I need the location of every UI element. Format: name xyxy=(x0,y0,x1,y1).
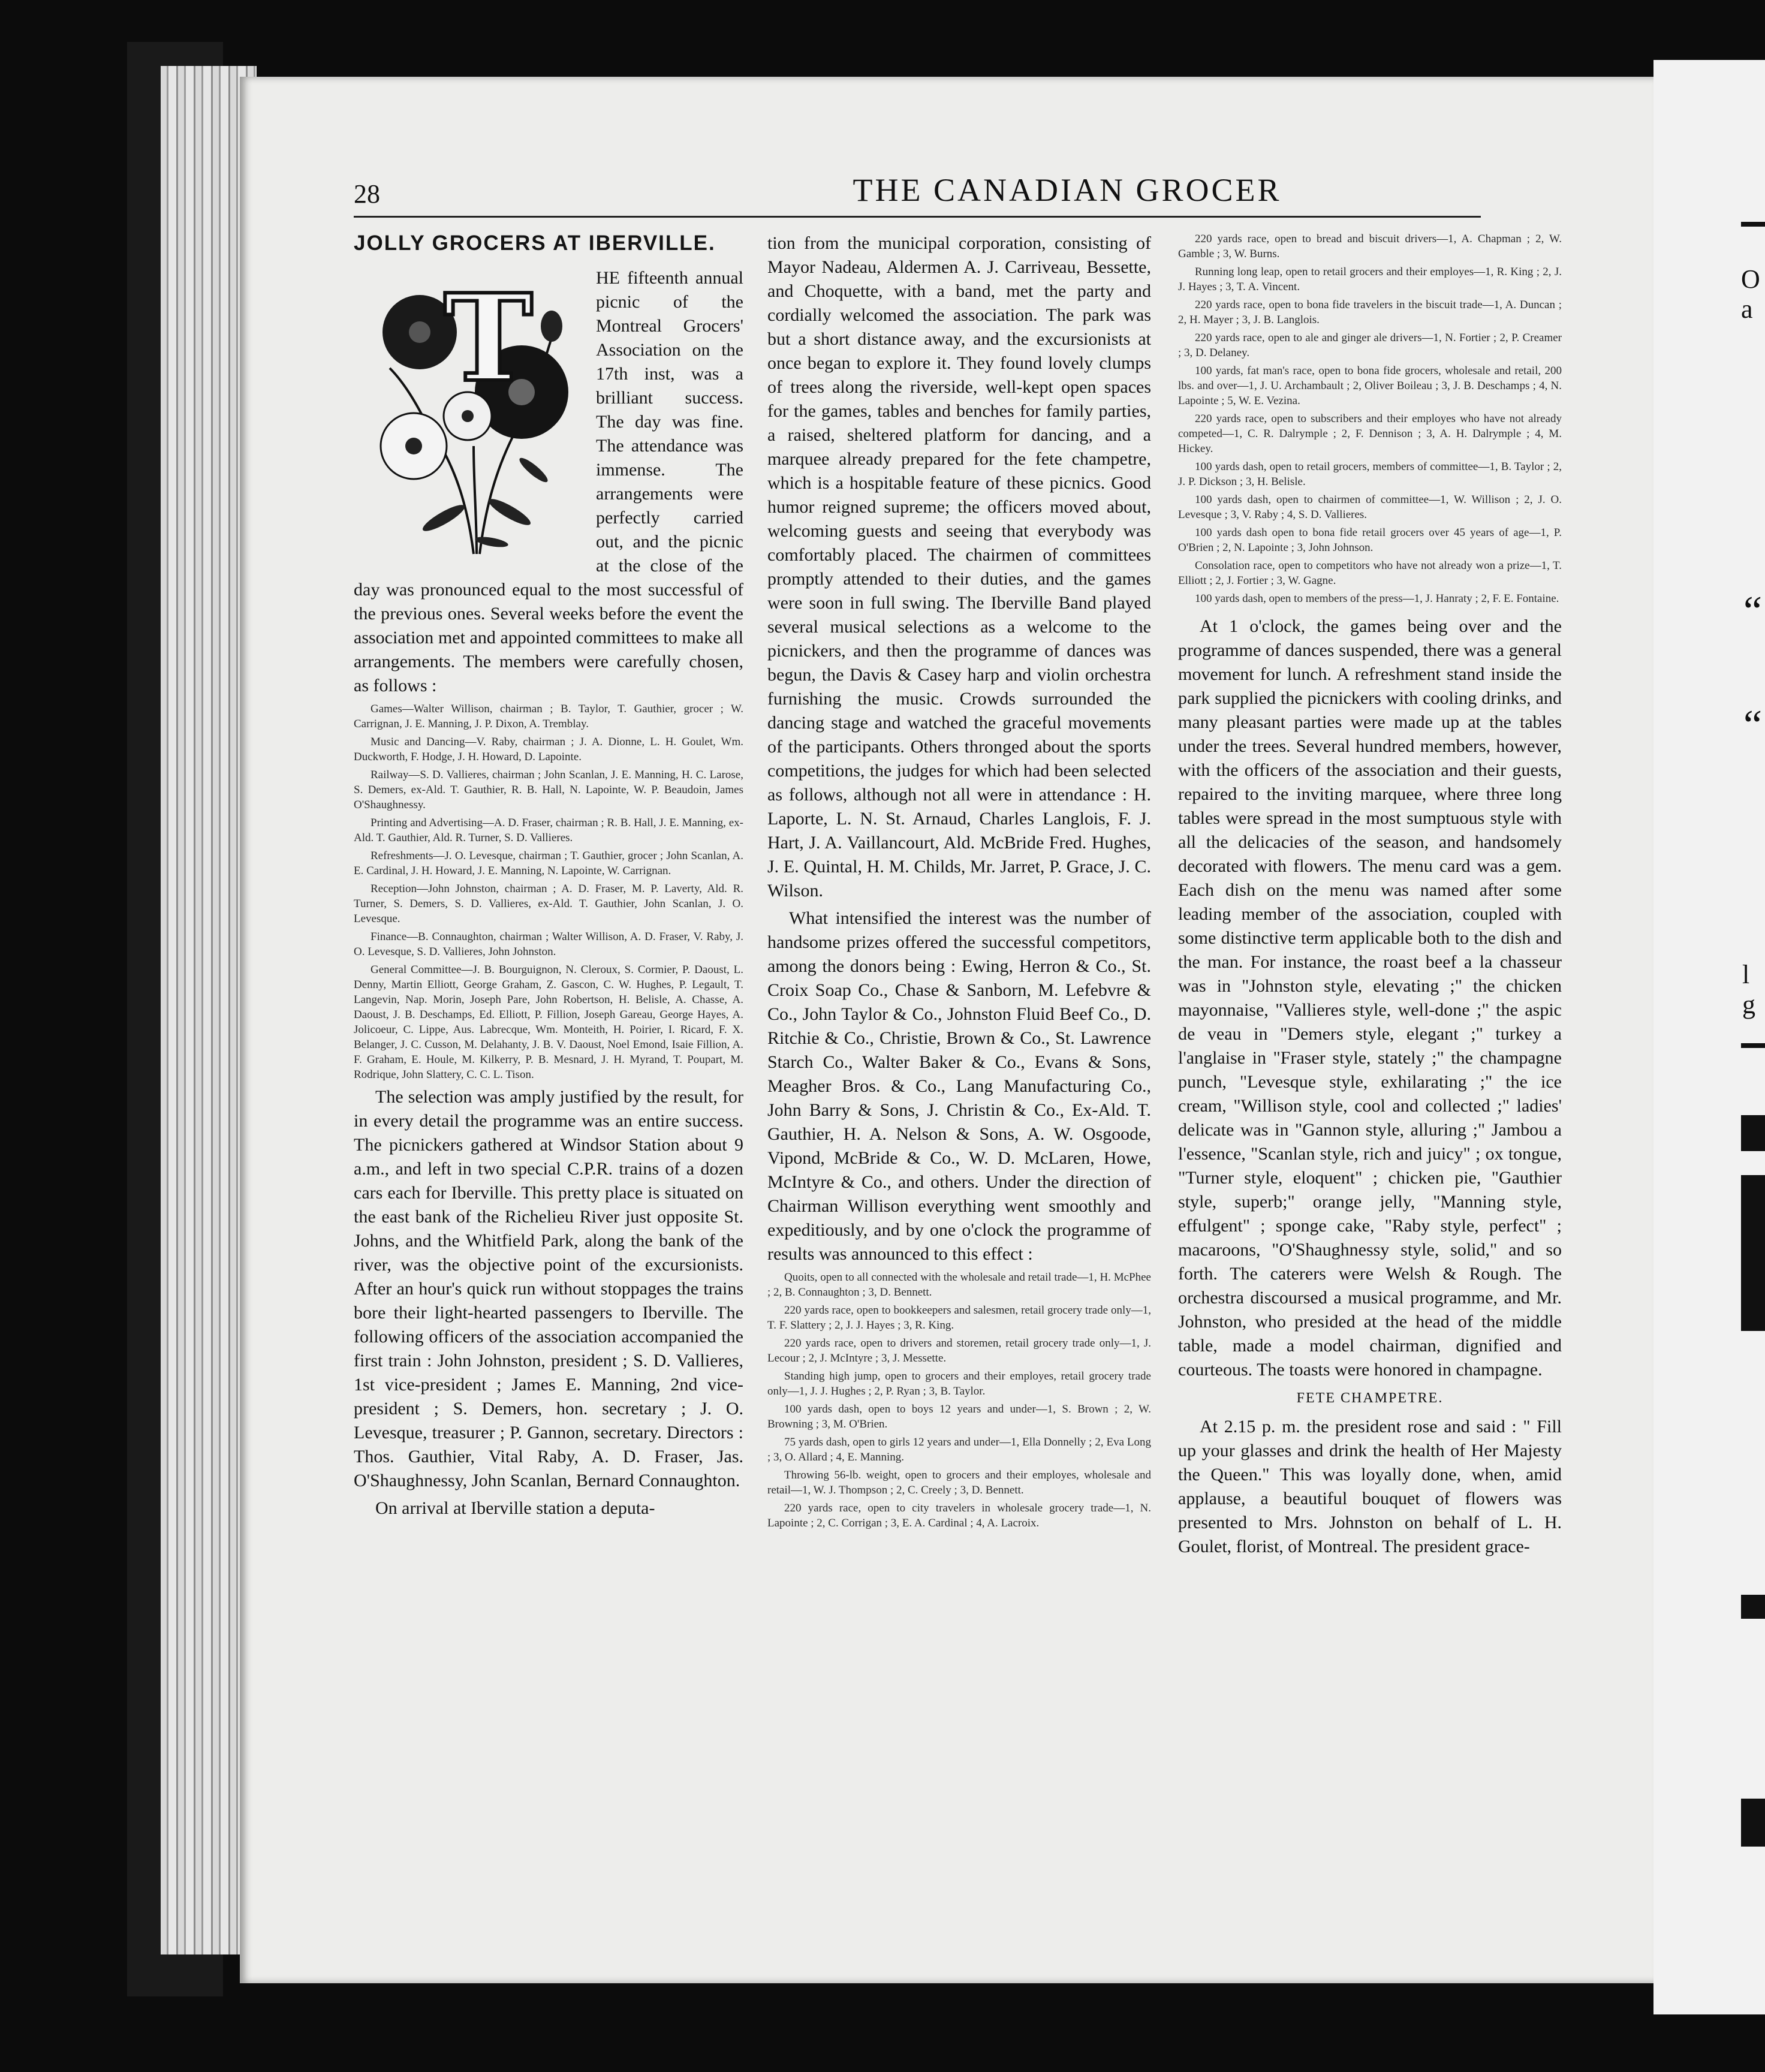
result-item: 75 yards dash, open to girls 12 years and under—1, Ella Donnelly ; 2, Eva Long ; 3, O. Allard ; 4, E. Manning. xyxy=(767,1436,1151,1463)
result-item: 220 yards race, open to city travelers in wholesale grocery trade—1, N. Lapointe ; 2, C. Corrigan ; 3, E. A. Cardinal ; 4, A. Lacroix. xyxy=(767,1502,1151,1529)
committee-games: Games—Walter Willison, chairman ; B. Taylor, T. Gauthier, grocer ; W. Carrignan, J. E. Manning, J. P. Dixon, A. Tremblay. xyxy=(354,703,743,730)
selection-paragraph: The selection was amply justified by the result, for in every detail the programme was an entire success. The picnickers gathered at Windsor Station about 9 a.m., and left in two special C.P.R. trains of a dozen cars each for Iberville. This pretty place is situated on the east bank of the Richelieu River just opposite St. Johns, and the Whitfield Park, along the bank of the river, was the objective point of the excursionists. After an hour's quick run without stoppages the trains bore their light-hearted passengers to Iberville. The following officers of the association accompanied the first train : John Johnston, president ; S. D. Vallieres, 1st vice-president ; James E. Manning, 2nd vice-president ; S. Demers, hon. secretary ; J. O. Levesque, treasurer ; P. Gannon, secretary. Directors : Thos. Gauthier, Vital Raby, A. D. Fraser, Jas. O'Shaughnessy, John Scanlan, Bernard Connaughton. xyxy=(354,1087,743,1490)
result-item: Running long leap, open to retail grocers and their employes—1, R. King ; 2, J. J. Hayes ; 3, T. A. Vincent. xyxy=(1178,266,1562,293)
floral-drop-cap-illustration xyxy=(354,266,588,566)
result-item: Standing high jump, open to grocers and their employes, retail grocery trade only—1, J. J. Hughes ; 2, P. Ryan ; 3, B. Taylor. xyxy=(767,1370,1151,1398)
arrival-paragraph-start: On arrival at Iberville station a deputa- xyxy=(375,1498,655,1518)
result-item: 100 yards dash, open to retail grocers, members of committee—1, B. Taylor ; 2, J. P. Dickson ; 3, H. Belisle. xyxy=(1178,460,1562,488)
result-item: 220 yards race, open to ale and ginger ale drivers—1, N. Fortier ; 2, P. Creamer ; 3, D. Delaney. xyxy=(1178,332,1562,359)
header-rule xyxy=(354,216,1481,218)
committee-railway: Railway—S. D. Vallieres, chairman ; John Scanlan, J. E. Manning, H. C. Larose, S. Demers, ex-Ald. T. Gauthier, R. B. Hall, N. Lapointe, W. P. Beaudoin, James O'Shaughnessy. xyxy=(354,769,743,811)
adjacent-text-fragment: “ xyxy=(1743,588,1763,634)
result-item: 100 yards dash open to bona fide retail grocers over 45 years of age—1, P. O'Brien ; 2, N. Lapointe ; 3, John Johnson. xyxy=(1178,526,1562,554)
fete-paragraph: At 2.15 p. m. the president rose and said : " Fill up your glasses and drink the health of Her Majesty the Queen." This was loyally done, when, amid applause, a beautiful bouquet of flowers was presented to Mrs. Johnston on behalf of L. H. Goulet, florist, of Montreal. The president grace- xyxy=(1178,1417,1562,1556)
committee-music: Music and Dancing—V. Raby, chairman ; J. A. Dionne, L. H. Goulet, Wm. Duckworth, F. Hodge, J. H. Howard, D. Lapointe. xyxy=(354,736,743,763)
result-item: 220 yards race, open to subscribers and their employes who have not already competed—1, C. R. Dalrymple ; 2, F. Dennison ; 3, A. H. Dalrymple ; 4, M. Hickey. xyxy=(1178,412,1562,455)
result-item: Consolation race, open to competitors who have not already won a prize—1, T. Elliott ; 2, J. Fortier ; 3, W. Gagne. xyxy=(1178,559,1562,587)
committee-refreshments: Refreshments—J. O. Levesque, chairman ; T. Gauthier, grocer ; John Scanlan, A. E. Cardinal, J. H. Howard, J. E. Manning, N. Lapointe, W. Carrignan. xyxy=(354,850,743,877)
committee-printing: Printing and Advertising—A. D. Fraser, chairman ; R. B. Hall, J. E. Manning, ex-Ald. T. Gauthier, Ald. R. Turner, S. D. Vallieres. xyxy=(354,817,743,844)
page-number: 28 xyxy=(354,179,380,209)
result-item: 220 yards race, open to bread and biscuit drivers—1, A. Chapman ; 2, W. Gamble ; 3, W. Burns. xyxy=(1178,233,1562,260)
result-item: 220 yards race, open to drivers and storemen, retail grocery trade only—1, J. Lecour ; 2, J. McIntyre ; 3, J. Messette. xyxy=(767,1337,1151,1365)
intro-paragraph: HE fifteenth annual picnic of the Montreal Grocers' Association on the 17th inst, was a brilliant success. The day was fine. The attendance was immense. The arrangements were perfectly carried out, and the picnic at the close of the day was pronounced equal to the most successful of the previous ones. Several weeks before the event the association met and appointed committees to make all arrangements. The members were carefully chosen, as follows : xyxy=(354,268,743,695)
lunch-paragraph: At 1 o'clock, the games being over and the programme of dances suspended, there was a general movement for lunch. A refreshment stand inside the park supplied the picnickers with cooling drinks, and many pleasant parties were made up at the tables under the trees. Several hundred members, however, with the officers of the association and their guests, repaired to the inviting marquee, where three long tables were spread in the most sumptuous style with all the delicacies of the season, and handsomely decorated with flowers. The menu card was a gem. Each dish on the menu was named after some leading member of the association, coupled with some distinctive term applicable both to the dish and the man. For instance, the roast beef a la chasseur was in "Johnston style, elevating ;" the chicken mayonnaise, "Vallieres style, well-done ;" the aspic de veau in "Demers style, elegant ;" turkey a l'anglaise in "Fraser style, stately ;" the champagne punch, "Levesque style, exhilarating ;" the ice cream, "Willison style, cool and collected ;" ladies' delicate was in "Gannon style, alluring ;" Jambou a l'essence, "Scanlan style, rich and juicy" ; ox tongue, "Turner style, eloquent" ; chicken pie, "Gauthier style, superb;" orange jelly, "Manning style, effulgent" ; sponge cake, "Raby style, perfect" ; macaroons, "O'Shaughnessy style, solid," and so forth. The caterers were Welsh & Rough. The orchestra discoursed a musical programme, and Mr. Johnston, who presided at the head of the middle table, made a model chairman, dignified and courteous. The toasts were honored in champagne. xyxy=(1178,616,1562,1380)
adjacent-text-fragment: a xyxy=(1741,294,1753,324)
committee-general: General Committee—J. B. Bourguignon, N. Cleroux, S. Cormier, P. Daoust, L. Denny, Martin Elliott, George Graham, Z. Gascon, C. W. Hughes, P. Legault, T. Langevin, Nap. Morin, Joseph Pare, John Robertson, H. Belisle, A. Chasse, A. Daoust, J. B. Deschamps, Ed. Elliott, P. Fillion, Joseph Gareau, George Hayes, A. Jolicoeur, C. Lippe, Aus. Labrecque, Wm. Monteith, H. Poirier, I. Ricard, F. X. Belanger, J. C. Cusson, M. Delahanty, J. B. V. Daoust, Noel Emond, Isaie Fillion, A. F. Graham, E. Houle, M. Kilkerry, P. B. Mesnard, J. H. Myrand, T. Poupart, M. Rodrique, John Slattery, C. C. L. Tison. xyxy=(354,963,743,1081)
column-1 xyxy=(354,231,743,1524)
adjacent-text-fragment: l xyxy=(1742,960,1750,989)
column-2 xyxy=(767,231,1151,1534)
result-item: 100 yards dash, open to members of the press—1, J. Hanraty ; 2, F. E. Fontaine. xyxy=(1195,592,1559,605)
masthead: THE CANADIAN GROCER xyxy=(853,172,1282,208)
result-item: Quoits, open to all connected with the wholesale and retail trade—1, H. McPhee ; 2, B. Connaughton ; 3, D. Bennett. xyxy=(767,1271,1151,1299)
article-headline: JOLLY GROCERS AT IBERVILLE. xyxy=(354,231,716,255)
page xyxy=(240,77,1655,1983)
arrival-paragraph-continued: tion from the municipal corporation, consisting of Mayor Nadeau, Aldermen A. J. Carriveau, Bessette, and Choquette, with a band, met the party and cordially welcomed the association. The park was but a short distance away, and the excursionists at once began to explore it. They found lovely clumps of trees along the riverside, well-kept open spaces for the games, tables and benches for family parties, a raised, sheltered platform for dancing, and a marquee already prepared for the fete champetre, which is a hospitable feature of these picnics. Good humor reigned supreme; the officers moved about, welcoming guests and seeing that everybody was comfortably placed. The chairmen of committees promptly attended to their duties, and the games were soon in full swing. The Iberville Band played several musical selections as a welcome to the picnickers, and then the programme of dances was begun, the Davis & Casey harp and violin orchestra furnishing the music. Crowds surrounded the dancing stage and watched the graceful movements of the participants. Others thronged about the sports competitions, the judges for which had been selected as follows, although not all were in attendance : H. Laporte, L. N. St. Arnaud, Charles Langlois, F. J. Hart, J. A. Vaillancourt, Ald. McBride Fred. Hughes, J. E. Quintal, H. M. Childs, Mr. Jarret, P. Grace, J. C. Wilson. xyxy=(767,233,1151,901)
result-item: 100 yards dash, open to chairmen of committee—1, W. Willison ; 2, J. O. Levesque ; 3, V. Raby ; 4, S. D. Vallieres. xyxy=(1178,493,1562,521)
result-item: 100 yards dash, open to boys 12 years and under—1, S. Brown ; 2, W. Browning ; 3, M. O'Brien. xyxy=(767,1403,1151,1430)
adjacent-text-fragment: g xyxy=(1742,990,1755,1019)
fete-champetre-subhead: FETE CHAMPETRE. xyxy=(1296,1390,1444,1406)
committee-finance: Finance—B. Connaughton, chairman ; Walter Willison, A. D. Fraser, V. Raby, J. O. Levesque, S. D. Vallieres, John Johnston. xyxy=(354,930,743,958)
prizes-paragraph: What intensified the interest was the number of handsome prizes offered the successful competitors, among the donors being : Ewing, Herron & Co., St. Croix Soap Co., Chase & Sanborn, M. Lefebvre & Co., John Taylor & Co., Johnston Fluid Beef Co., D. Ritchie & Co., Christie, Brown & Co., St. Lawrence Starch Co., Walter Baker & Co., Evans & Sons, Meagher Bros. & Co., Lang Manufacturing Co., John Barry & Sons, J. Christin & Co., Ex-Ald. T. Gauthier, H. A. Nelson & Sons, A. W. Osgoode, Vipond, McBride & Co., W. D. McLaren, Howe, McIntyre & Co., and others. Under the direction of Chairman Willison everything went smoothly and expeditiously, and by one o'clock the programme of results was announced to this effect : xyxy=(767,908,1151,1264)
drop-cap-t: T xyxy=(444,268,533,409)
adjacent-page-edge xyxy=(1653,60,1765,2014)
adjacent-text-fragment: O xyxy=(1741,264,1760,294)
result-item: Throwing 56-lb. weight, open to grocers and their employes, wholesale and retail—1, W. J. Thompson ; 2, C. Creely ; 3, D. Bennett. xyxy=(767,1469,1151,1496)
result-item: 220 yards race, open to bona fide travelers in the biscuit trade—1, A. Duncan ; 2, H. Mayer ; 3, J. B. Langlois. xyxy=(1178,299,1562,326)
result-item: 100 yards, fat man's race, open to bona fide grocers, wholesale and retail, 200 lbs. and over—1, J. U. Archambault ; 2, Oliver Boileau ; 3, J. B. Deschamps ; 4, N. Lapointe ; 5, W. E. Vezina. xyxy=(1178,365,1562,407)
committee-reception: Reception—John Johnston, chairman ; A. D. Fraser, M. P. Laverty, Ald. R. Turner, S. Demers, S. D. Vallieres, ex-Ald. T. Gauthier, John Scanlan, J. O. Levesque. xyxy=(354,883,743,925)
adjacent-text-fragment: “ xyxy=(1743,702,1763,748)
column-3 xyxy=(1178,231,1562,1562)
result-item: 220 yards race, open to bookkeepers and salesmen, retail grocery trade only—1, T. F. Slattery ; 2, J. J. Hayes ; 3, R. King. xyxy=(767,1304,1151,1332)
